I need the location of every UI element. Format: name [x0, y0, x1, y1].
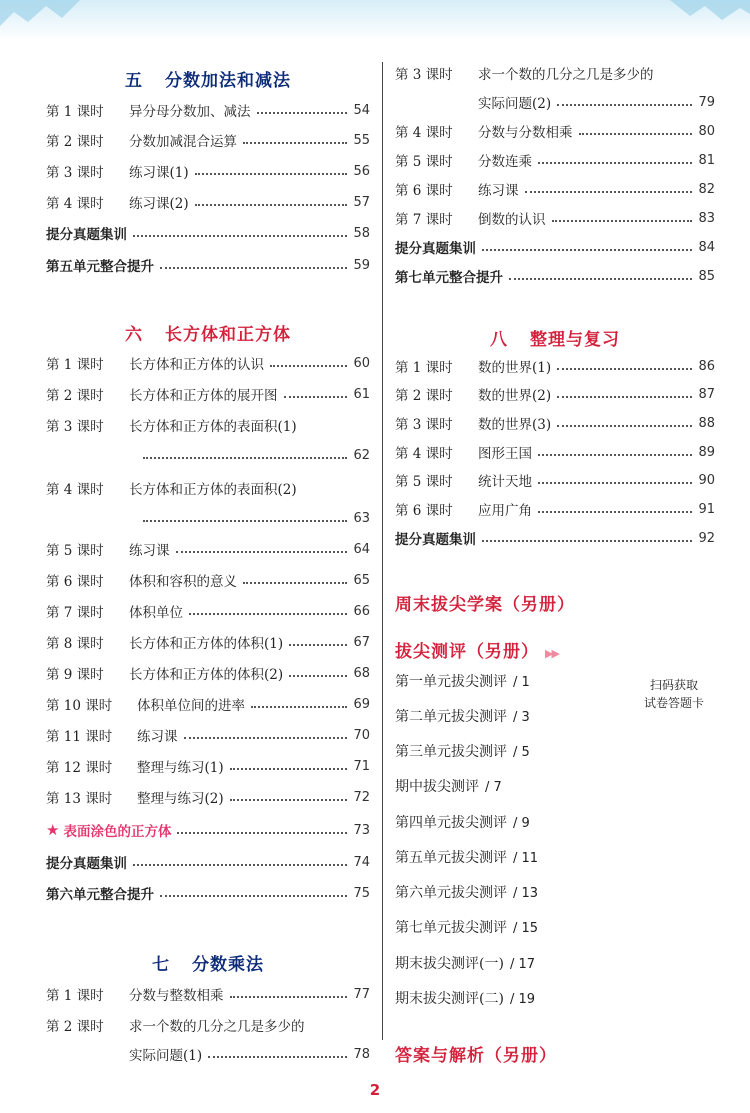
- qr-caption: [624, 676, 724, 712]
- toc-row[interactable]: 第 6 课时 练习课 82: [395, 181, 715, 199]
- page-number: 2: [369, 1081, 381, 1099]
- toc-row[interactable]: 第 8 课时 长方体和正方体的体积(1) 67: [46, 634, 370, 652]
- toc-row[interactable]: 第 2 课时 分数加减混合运算 55: [46, 132, 370, 150]
- qr-caption-line: 试卷答题卡: [643, 696, 704, 710]
- toc-row[interactable]: 第 1 课时 异分母分数加、减法 54: [46, 102, 370, 120]
- test-item[interactable]: 第七单元拔尖测评 / 15: [395, 920, 539, 936]
- toc-row[interactable]: 第 3 课时 求一个数的几分之几是多少的: [395, 67, 654, 83]
- toc-row[interactable]: 第 1 课时 数的世界(1) 86: [395, 358, 715, 376]
- test-item[interactable]: 期末拔尖测评(二) / 19: [395, 991, 535, 1007]
- toc-row[interactable]: 第 1 课时 分数与整数相乘 77: [46, 986, 370, 1004]
- toc-row[interactable]: 提分真题集训 74: [46, 854, 370, 872]
- test-item[interactable]: 期中拔尖测评 / 7: [395, 779, 502, 795]
- test-item[interactable]: 第一单元拔尖测评 / 1: [395, 674, 530, 690]
- toc-row[interactable]: 第 5 课时 统计天地 90: [395, 472, 715, 490]
- toc-row[interactable]: 第 2 课时 长方体和正方体的展开图 61: [46, 386, 370, 404]
- toc-row-continued[interactable]: 62: [46, 444, 370, 466]
- toc-row-special[interactable]: ★ 表面涂色的正方体 73: [46, 821, 370, 840]
- toc-row[interactable]: 第 2 课时 求一个数的几分之几是多少的: [46, 1019, 305, 1035]
- test-item[interactable]: 第六单元拔尖测评 / 13: [395, 885, 539, 901]
- toc-row-continued[interactable]: 实际问题(2) 79: [478, 94, 715, 112]
- test-item[interactable]: 期末拔尖测评(一) / 17: [395, 956, 535, 972]
- toc-row[interactable]: 第 3 课时 长方体和正方体的表面积(1): [46, 419, 297, 435]
- toc-row[interactable]: 第 2 课时 数的世界(2) 87: [395, 386, 715, 404]
- star-icon: ★: [46, 821, 60, 839]
- qr-caption-line: 扫码获取: [649, 678, 698, 692]
- toc-row[interactable]: 第 11 课时 练习课 70: [46, 727, 370, 745]
- unit-6-title[interactable]: 六 长方体和正方体: [125, 325, 291, 345]
- test-item[interactable]: 第四单元拔尖测评 / 9: [395, 815, 530, 831]
- test-item[interactable]: 第二单元拔尖测评 / 3: [395, 709, 530, 725]
- toc-row[interactable]: 第 4 课时 练习课(2) 57: [46, 194, 370, 212]
- column-divider: [382, 62, 383, 1040]
- toc-row-continued[interactable]: 实际问题(1) 78: [129, 1046, 370, 1064]
- toc-row[interactable]: 第 13 课时 整理与练习(2) 72: [46, 789, 370, 807]
- test-item[interactable]: 第三单元拔尖测评 / 5: [395, 744, 530, 760]
- test-item[interactable]: 第五单元拔尖测评 / 11: [395, 850, 539, 866]
- unit-7-title[interactable]: 七 分数乘法: [152, 955, 264, 975]
- toc-row[interactable]: 第六单元整合提升 75: [46, 885, 370, 903]
- toc-row[interactable]: 第五单元整合提升 59: [46, 257, 370, 275]
- toc-row[interactable]: 第 5 课时 练习课 64: [46, 541, 370, 559]
- toc-row[interactable]: 第 12 课时 整理与练习(1) 71: [46, 758, 370, 776]
- toc-row[interactable]: 第 6 课时 体积和容积的意义 65: [46, 572, 370, 590]
- weekend-section-title[interactable]: 周末拔尖学案（另册）: [395, 595, 575, 615]
- answers-section-title[interactable]: 答案与解析（另册）: [395, 1046, 557, 1066]
- toc-row[interactable]: 提分真题集训 58: [46, 225, 370, 243]
- toc-row[interactable]: 提分真题集训 84: [395, 239, 715, 257]
- top-decoration: [0, 0, 750, 40]
- toc-row[interactable]: 第 5 课时 分数连乘 81: [395, 152, 715, 170]
- toc-row[interactable]: 第 4 课时 长方体和正方体的表面积(2): [46, 482, 297, 498]
- toc-row[interactable]: 第 4 课时 分数与分数相乘 80: [395, 123, 715, 141]
- tests-section-title[interactable]: 拔尖测评（另册） ▶▶: [395, 642, 558, 662]
- toc-row[interactable]: 第 3 课时 练习课(1) 56: [46, 163, 370, 181]
- toc-row[interactable]: 第 10 课时 体积单位间的进率 69: [46, 696, 370, 714]
- toc-row[interactable]: 第 7 课时 倒数的认识 83: [395, 210, 715, 228]
- toc-row[interactable]: 第 7 课时 体积单位 66: [46, 603, 370, 621]
- unit-8-title[interactable]: 八 整理与复习: [490, 330, 620, 350]
- unit-5-title[interactable]: 五 分数加法和减法: [125, 71, 291, 91]
- toc-row[interactable]: 第七单元整合提升 85: [395, 268, 715, 286]
- toc-row[interactable]: 第 9 课时 长方体和正方体的体积(2) 68: [46, 665, 370, 683]
- toc-row[interactable]: 第 3 课时 数的世界(3) 88: [395, 415, 715, 433]
- toc-row[interactable]: 第 1 课时 长方体和正方体的认识 60: [46, 355, 370, 373]
- toc-row[interactable]: 提分真题集训 92: [395, 530, 715, 548]
- toc-row[interactable]: 第 4 课时 图形王国 89: [395, 444, 715, 462]
- double-arrow-icon: ▶▶: [545, 647, 558, 660]
- toc-row[interactable]: 第 6 课时 应用广角 91: [395, 501, 715, 519]
- toc-row-continued[interactable]: 63: [46, 507, 370, 529]
